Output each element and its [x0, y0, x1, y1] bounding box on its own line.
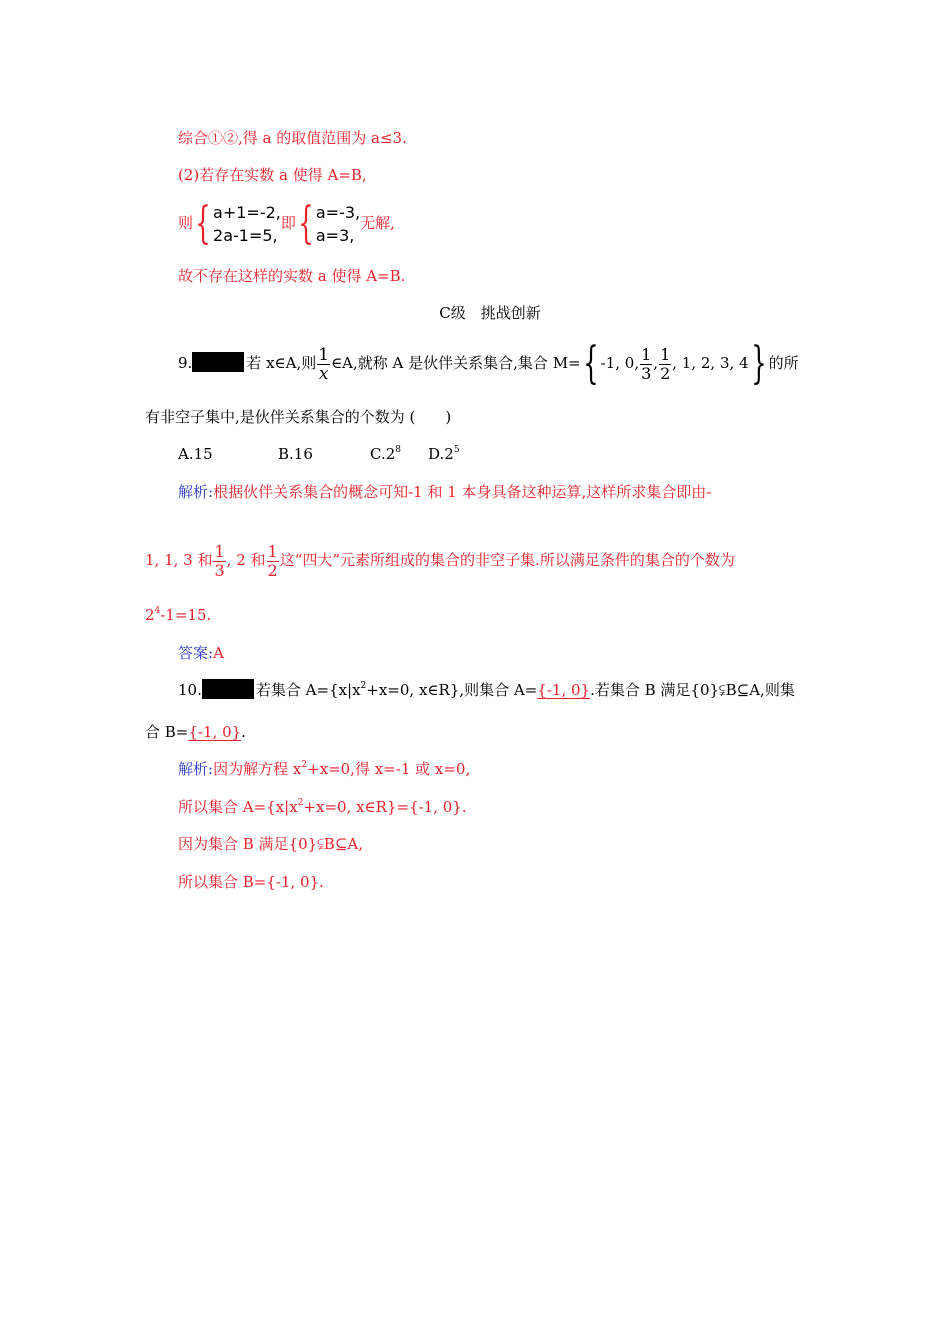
q9-analysis-line-3	[145, 604, 211, 626]
system-1-eq-b: 2a-1=5,	[213, 226, 278, 245]
analysis-text: 根据伙伴关系集合的概念可知-1 和 1 本身具备这种运算,这样所求集合即由-	[213, 483, 712, 501]
option-d	[428, 445, 460, 463]
ji-label: 即	[280, 214, 296, 232]
q9-options	[178, 443, 460, 465]
system-2-eq-a: a=-3,	[315, 203, 361, 222]
answer-value: A	[213, 644, 224, 662]
answer-blank-2: {-1, 0}	[188, 723, 242, 741]
option-c	[370, 443, 428, 465]
q9-line-2: 有非空子集中,是伙伴关系集合的个数为 ( )	[145, 408, 452, 426]
option-b: B.16	[278, 445, 313, 463]
option-c-base: C.2	[370, 445, 396, 463]
answer-blank-1: {-1, 0}	[537, 681, 591, 699]
option-c-exponent: 8	[395, 445, 401, 455]
left-brace-2: {	[298, 198, 314, 249]
analysis-text: 因为解方程 x	[213, 760, 302, 778]
analysis-text-b: +x=0,得 x=-1 或 x=0,	[307, 760, 471, 778]
q10-number: 10.	[178, 681, 202, 699]
analysis-text-b: +x=0, x∈R}={-1, 0}.	[303, 798, 467, 816]
fraction-1-over-x	[317, 346, 330, 383]
exponent: 2	[301, 760, 308, 770]
q10-line-2a: 合 B=	[145, 723, 189, 741]
q10-line-2	[145, 721, 246, 743]
q10-text-1b: +x=0, x∈R},则集合 A=	[366, 681, 538, 699]
q9-analysis-line-1: 解析:根据伙伴关系集合的概念可知-1 和 1 本身具备这种运算,这样所求集合即由-	[178, 483, 712, 501]
redaction-block	[192, 352, 244, 372]
set-left-brace: {	[582, 338, 599, 389]
q9-text-1: 若 x∈A,则	[246, 354, 317, 372]
fraction-numerator: 1	[267, 541, 278, 561]
fraction-numerator: 1	[318, 344, 330, 365]
set-right-brace: }	[750, 338, 767, 389]
q10-analysis-line-1: 解析:因为解方程 $x^2+x=0$,得 x=-1 或 x=0,	[178, 760, 471, 778]
left-brace-1: {	[195, 198, 211, 249]
fraction-one-half	[267, 543, 279, 580]
analysis-text-2a: 1, 1, 3 和	[145, 551, 213, 569]
analysis-label: 解析	[178, 483, 209, 501]
analysis-text-2b: , 2 和	[226, 551, 266, 569]
system-1	[213, 201, 281, 247]
section-title: C级 挑战创新	[439, 304, 541, 322]
power-base: 2	[145, 606, 155, 624]
set-m-part-b: , 1, 2, 3, 4	[672, 354, 749, 372]
analysis-result: -1=15.	[160, 606, 212, 624]
no-solution-label: 无解,	[360, 214, 395, 232]
q9-number: 9.	[178, 354, 193, 372]
q9-analysis-line-2	[145, 537, 735, 583]
q9-line-1: 9. 若 x∈A,则 $\frac{1}{x}$ ∈A,就称 A 是伙伴关系集合,集合 M={ -1, 0, $\frac{1}{3}$ , $\frac{1}{2}$ , 1, 2, 3, 4} 的所	[178, 338, 799, 389]
q9-text-2: ∈A,就称 A 是伙伴关系集合,集合 M=	[331, 354, 581, 372]
system-1-eq-a: a+1=-2,	[213, 203, 281, 222]
equation-system-line	[178, 198, 395, 248]
system-2	[316, 201, 360, 247]
fraction-denominator: 2	[660, 363, 671, 383]
q10-analysis-line-4: 所以集合 B={-1, 0}.	[178, 873, 324, 891]
fraction-numerator: 1	[214, 541, 225, 561]
analysis-label: 解析	[178, 760, 209, 778]
q10-analysis-line-2	[178, 796, 467, 818]
fraction-one-third	[640, 346, 652, 383]
power-exponent: 4	[154, 606, 161, 616]
q10-line-1	[178, 679, 795, 701]
analysis-text-2c: 这“四大”元素所组成的集合的非空子集.所以满足条件的集合的个数为	[279, 551, 735, 569]
system-2-eq-b: a=3,	[315, 226, 355, 245]
fraction-denominator: 3	[641, 363, 652, 383]
fraction-denominator: x	[318, 363, 329, 384]
part1-final: 故不存在这样的实数 a 使得 A=B.	[178, 267, 406, 285]
fraction-one-half	[659, 346, 671, 383]
option-d-exponent: 5	[453, 445, 460, 455]
question-2-intro: (2)若存在实数 a 使得 A=B,	[178, 166, 367, 184]
q9-text-3: 的所	[768, 354, 799, 372]
fraction-denominator: 2	[267, 560, 278, 580]
fraction-numerator: 1	[641, 344, 652, 364]
fraction-numerator: 1	[660, 344, 671, 364]
q10-analysis-line-3: 因为集合 B 满足{0}⫋B⊆A,	[178, 835, 363, 853]
fraction-one-third	[213, 543, 225, 580]
q10-text-2: .若集合 B 满足{0}⫋B⊆A,则集	[590, 681, 795, 699]
q10-line-2b: .	[241, 723, 246, 741]
exponent: 2	[297, 798, 304, 808]
exponent: 2	[360, 681, 367, 691]
option-a: A.15	[178, 445, 213, 463]
q9-answer-line: 答案:A	[178, 644, 224, 662]
set-m-part-a: -1, 0,	[600, 354, 640, 372]
conclusion-line: 综合①②,得 a 的取值范围为 a≤3.	[178, 129, 407, 147]
fraction-denominator: 3	[214, 560, 225, 580]
ze-label: 则	[178, 214, 194, 232]
answer-label: 答案	[178, 644, 209, 662]
q10-text-1: 若集合 A={x|x	[255, 681, 361, 699]
redaction-block	[202, 679, 254, 699]
option-d-base: D.2	[428, 445, 454, 463]
analysis-text: 所以集合 A={x|x	[178, 798, 298, 816]
